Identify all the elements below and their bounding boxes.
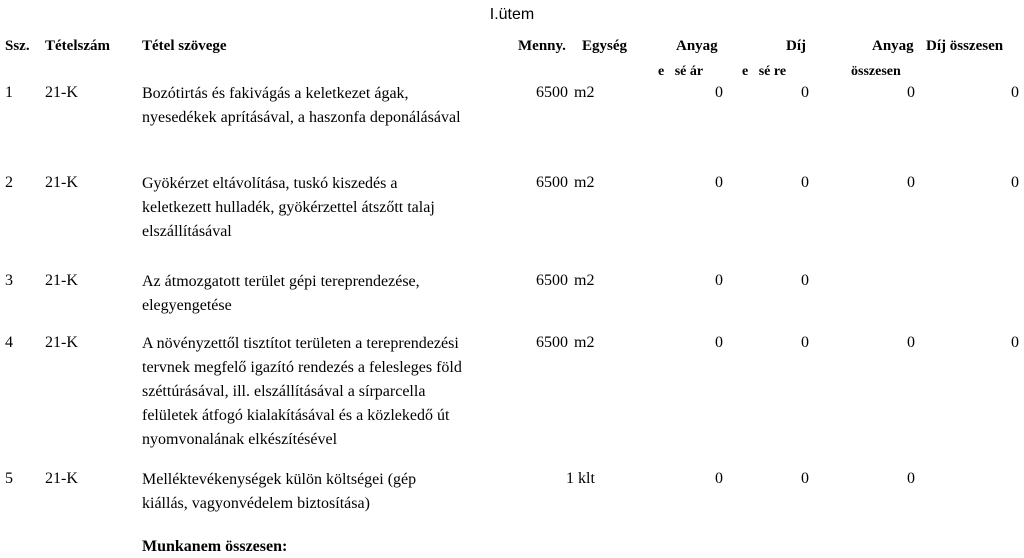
header-anyag-osszesen: Anyag: [872, 38, 914, 54]
row-description: Az átmozgatott terület gépi tereprendezése, elegyengetése: [142, 273, 420, 314]
row-dij-egysegre: 0: [801, 470, 809, 487]
row-anyag-osszesen: 0: [907, 334, 915, 351]
row-egyseg: m2: [574, 84, 595, 101]
header-menny: Menny.: [518, 38, 566, 54]
row-ssz: 1: [5, 84, 13, 101]
row-anyag-osszesen: 0: [907, 174, 915, 191]
row-description: Gyökérzet eltávolítása, tuskó kiszedés a keletkezett hulladék, gyökérzettel átszőtt talaj elszállításával: [142, 175, 435, 240]
section-total-label: Munkanem összesen:: [142, 538, 288, 555]
row-menny: 6500: [536, 174, 568, 191]
row-menny: 1: [566, 470, 574, 487]
row-menny: 6500: [536, 334, 568, 351]
row-description: A növényzettől tisztítot területen a tereprendezési tervnek megfelő igazító rendezés a felesleges föld széttúrásával, ill. elszállításával a sírparcella felületek átfogó kialakításával és a közlekedő út nyomvonalának elkészítésével: [142, 335, 462, 448]
row-anyag-egysegar: 0: [715, 174, 723, 191]
header-egyseg: Egység: [582, 38, 627, 54]
header-anyag-osszesen-sub: összesen: [851, 64, 901, 79]
row-tetelszam: 21-K: [45, 272, 78, 289]
row-dij-egysegre: 0: [801, 272, 809, 289]
row-tetelszam: 21-K: [45, 84, 78, 101]
header-dij-egysegre-sub: e sé re: [742, 64, 787, 79]
row-dij-osszesen: 0: [1011, 334, 1019, 351]
row-dij-osszesen: 0: [1011, 174, 1019, 191]
row-dij-egysegre: 0: [801, 174, 809, 191]
row-anyag-egysegar: 0: [715, 470, 723, 487]
row-dij-egysegre: 0: [801, 334, 809, 351]
row-tetelszam: 21-K: [45, 470, 78, 487]
row-anyag-egysegar: 0: [715, 334, 723, 351]
header-dij-egysegre: Díj: [786, 38, 806, 54]
row-anyag-osszesen: 0: [907, 470, 915, 487]
row-egyseg: klt: [578, 470, 595, 487]
row-tetelszam: 21-K: [45, 174, 78, 191]
row-ssz: 3: [5, 272, 13, 289]
header-tetelszam: Tételszám: [45, 38, 110, 54]
row-tetelszam: 21-K: [45, 334, 78, 351]
row-dij-egysegre: 0: [801, 84, 809, 101]
row-description: Melléktevékenységek külön költségei (gép kiállás, vagyonvédelem biztosítása): [142, 471, 417, 512]
header-ssz: Ssz.: [5, 38, 30, 54]
row-description: Bozótirtás és fakivágás a keletkezet ágak, nyesedékek aprításával, a haszonfa deponálásával: [142, 85, 461, 126]
row-anyag-egysegar: 0: [715, 84, 723, 101]
header-tetel-szovege: Tétel szövege: [142, 38, 227, 54]
header-anyag-egysegar-sub: e sé ár: [658, 64, 704, 79]
page-title: I.ütem: [489, 6, 535, 23]
row-egyseg: m2: [574, 334, 595, 351]
row-menny: 6500: [536, 84, 568, 101]
header-anyag-egysegar: Anyag: [676, 38, 718, 54]
row-anyag-osszesen: 0: [907, 84, 915, 101]
row-ssz: 2: [5, 174, 13, 191]
row-menny: 6500: [536, 272, 568, 289]
row-dij-osszesen: 0: [1011, 84, 1019, 101]
row-egyseg: m2: [574, 272, 595, 289]
header-dij-osszesen: Díj összesen: [926, 38, 1004, 54]
row-egyseg: m2: [574, 174, 595, 191]
row-ssz: 4: [5, 334, 13, 351]
row-ssz: 5: [5, 470, 13, 487]
row-anyag-egysegar: 0: [715, 272, 723, 289]
